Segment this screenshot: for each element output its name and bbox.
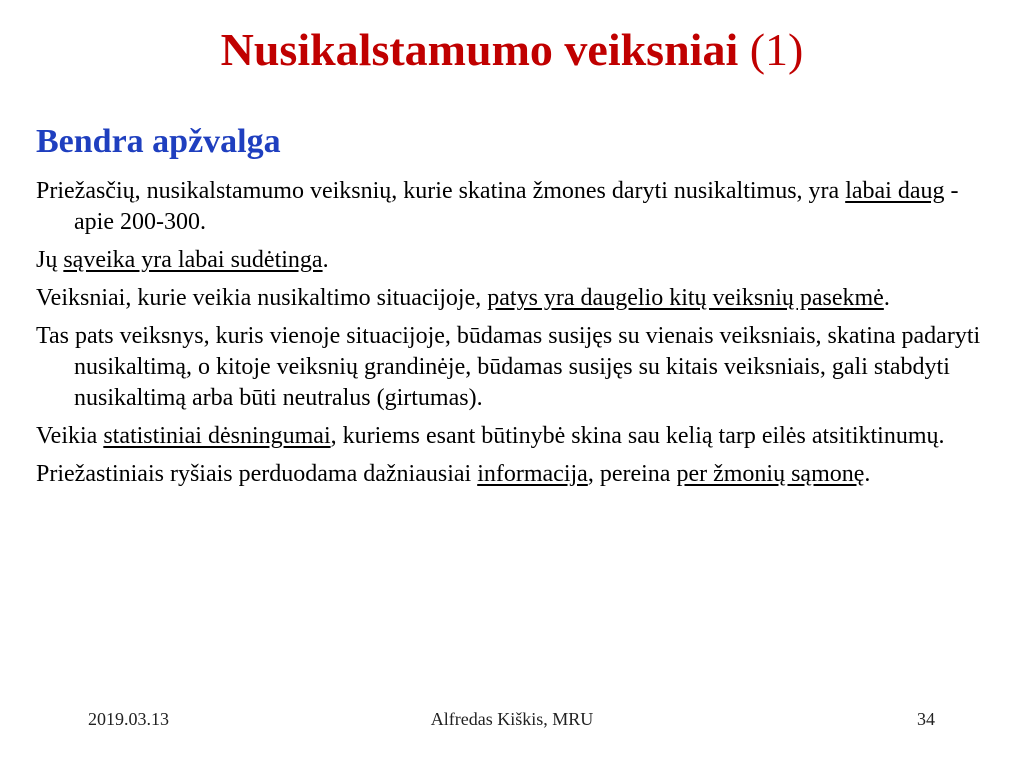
text-run: .: [322, 247, 329, 273]
section-heading: Bendra apžvalga: [36, 123, 281, 160]
text-run: Veiksniai, kurie veikia nusikaltimo situacijoje,: [36, 285, 488, 311]
text-run: - apie 200-300.: [74, 178, 959, 235]
paragraph-interaction: [36, 245, 996, 276]
underlined-text: informacija: [477, 461, 588, 487]
footer-date: 2019.03.13: [88, 709, 169, 729]
slide-title: [0, 22, 1024, 78]
text-run: Priežasčių, nusikalstamumo veiksnių, kurie skatina žmones daryti nusikaltimus, yra: [36, 178, 846, 204]
footer-author: Alfredas Kiškis, MRU: [430, 709, 594, 729]
paragraph-same-factor: [36, 321, 996, 414]
slide-title-suffix: (1): [749, 24, 804, 75]
text-run: , pereina: [587, 461, 677, 487]
text-run: , kuriems esant būtinybė skina sau kelią tarp eilės atsitiktinumų.: [330, 423, 945, 449]
underlined-text: labai daug: [845, 178, 945, 204]
text-run: Jų: [36, 247, 64, 273]
slide-body: [36, 176, 996, 497]
underlined-text: per žmonių sąmonę: [676, 461, 865, 487]
underlined-text: sąveika yra labai sudėtinga: [63, 247, 323, 273]
slide-title-main: Nusikalstamumo veiksniai: [220, 24, 739, 75]
text-run: Veikia: [36, 423, 104, 449]
text-run: .: [864, 461, 871, 487]
paragraph-count: [36, 176, 996, 238]
paragraph-causal-links: [36, 459, 996, 490]
text-run: Priežastiniais ryšiais perduodama dažniausiai: [36, 461, 478, 487]
text-run: .: [883, 285, 890, 311]
paragraph-statistics: [36, 421, 996, 452]
footer-page-number: 34: [917, 709, 935, 729]
underlined-text: patys yra daugelio kitų veiksnių pasekmė: [487, 285, 884, 311]
paragraph-consequence: [36, 283, 996, 314]
underlined-text: statistiniai dėsningumai: [103, 423, 331, 449]
text-run: Tas pats veiksnys, kuris vienoje situacijoje, būdamas susijęs su vienais veiksniais, skatina padaryti nusikaltimą, o kitoje veiksnių grandinėje, būdamas susijęs su kitais veiksniais, gali stabdyti nusikaltimą arba būti neutralus (girtumas).: [36, 323, 981, 411]
